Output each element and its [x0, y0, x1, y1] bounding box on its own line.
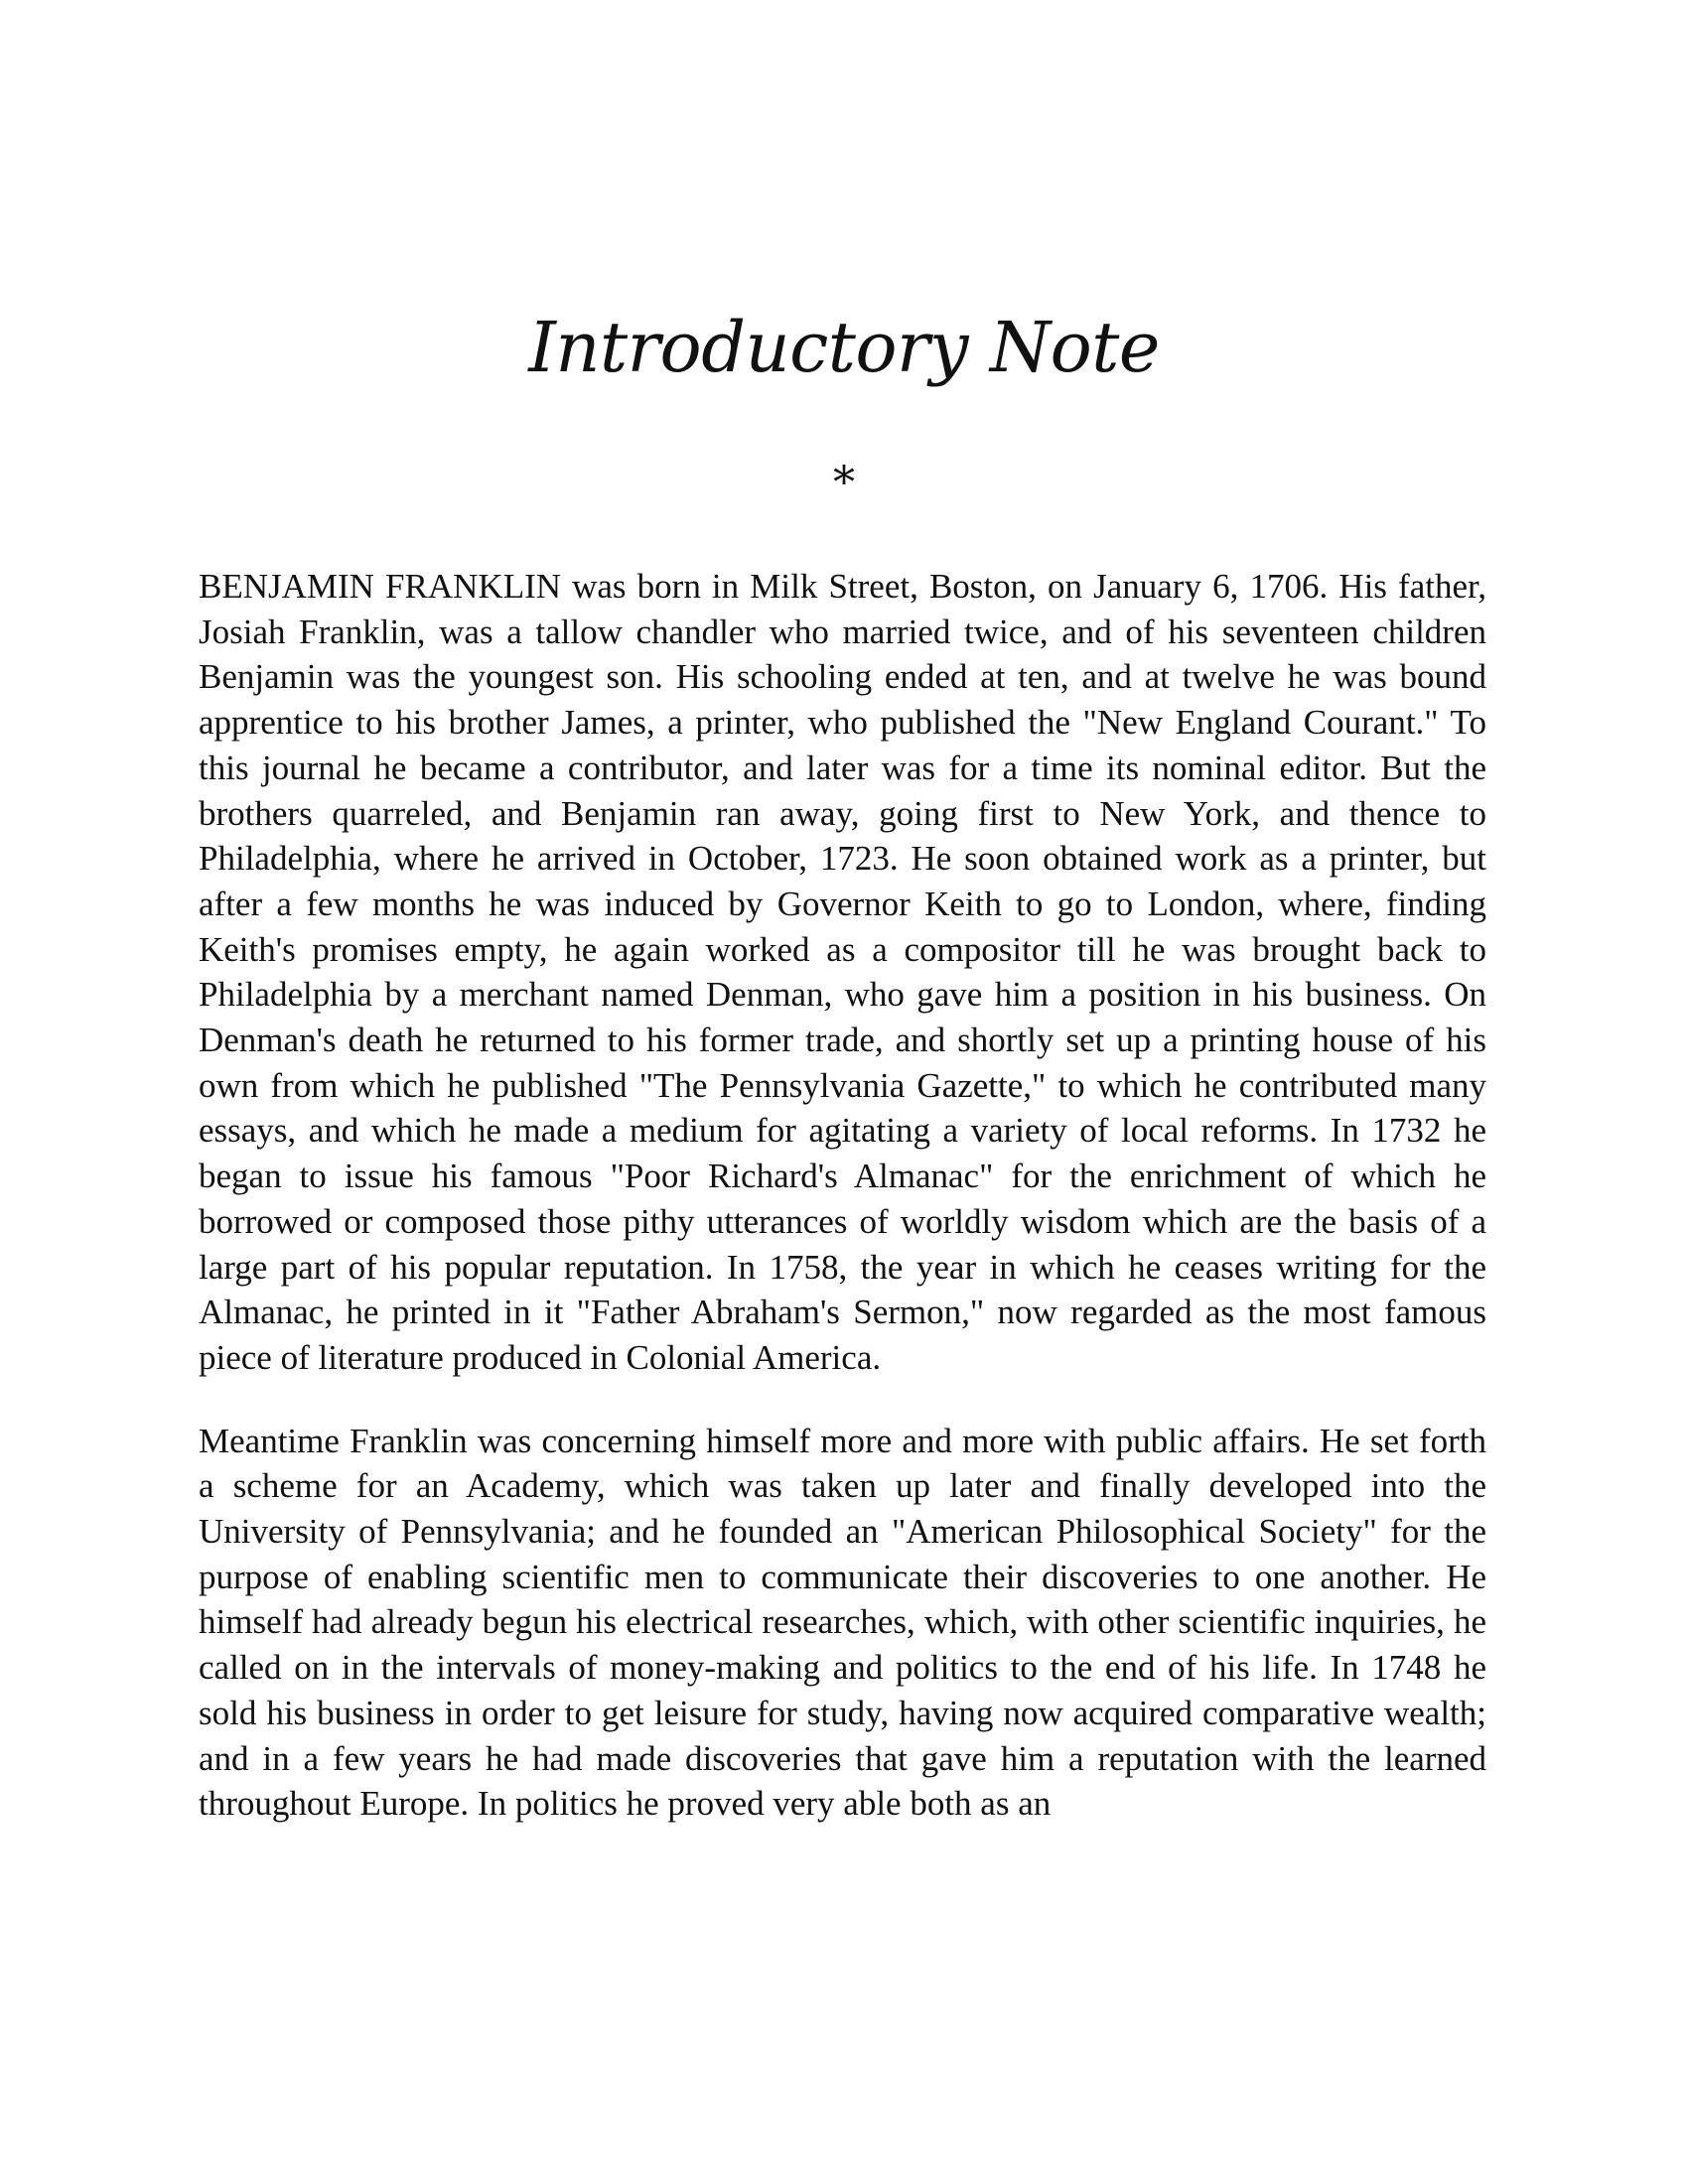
paragraph-1: BENJAMIN FRANKLIN was born in Milk Street, Boston, on January 6, 1706. His father, Josiah Franklin, was a tallow chandler who married twice, and of his seventeen children Benjamin was the youngest son. His schooling ended at ten, and at twelve he was bound apprentice to his brother James, a printer, who published the "New England Courant." To this journal he became a contributor, and later was for a time its nominal editor. But the brothers quarreled, and Benjamin ran away, going first to New York, and thence to Philadelphia, where he arrived in October, 1723. He soon obtained work as a printer, but after a few months he was induced by Governor Keith to go to London, where, finding Keith's promises empty, he again worked as a compositor till he was brought back to Philadelphia by a merchant named Denman, who gave him a position in his business. On Denman's death he returned to his former trade, and shortly set up a printing house of his own from which he published "The Pennsylvania Gazette," to which he contributed many essays, and which he made a medium for agitating a variety of local reforms. In 1732 he began to issue his famous "Poor Richard's Almanac" for the enrichment of which he borrowed or composed those pithy utterances of worldly wisdom which are the basis of a large part of his popular reputation. In 1758, the year in which he ceases writing for the Almanac, he printed in it "Father Abraham's Sermon," now regarded as the most famous piece of literature produced in Colonial America. — [199, 567, 1486, 1377]
asterisk-ornament: * — [833, 458, 855, 508]
body-text — [199, 564, 1486, 1864]
paragraph-2: Meantime Franklin was concerning himself more and more with public affairs. He set forth a scheme for an Academy, which was taken up later and finally developed into the University of Pennsylvania; and he founded an "American Philosophical Society" for the purpose of enabling scientific men to communicate their discoveries to one another. He himself had already begun his electrical researches, which, with other scientific inquiries, he called on in the intervals of money-making and politics to the end of his life. In 1748 he sold his business in order to get leisure for study, having now acquired comparative wealth; and in a few years he had made discoveries that gave him a reputation with the learned throughout Europe. In politics he proved very able both as an — [199, 1421, 1486, 1824]
page-title: Introductory Note — [528, 307, 1160, 388]
